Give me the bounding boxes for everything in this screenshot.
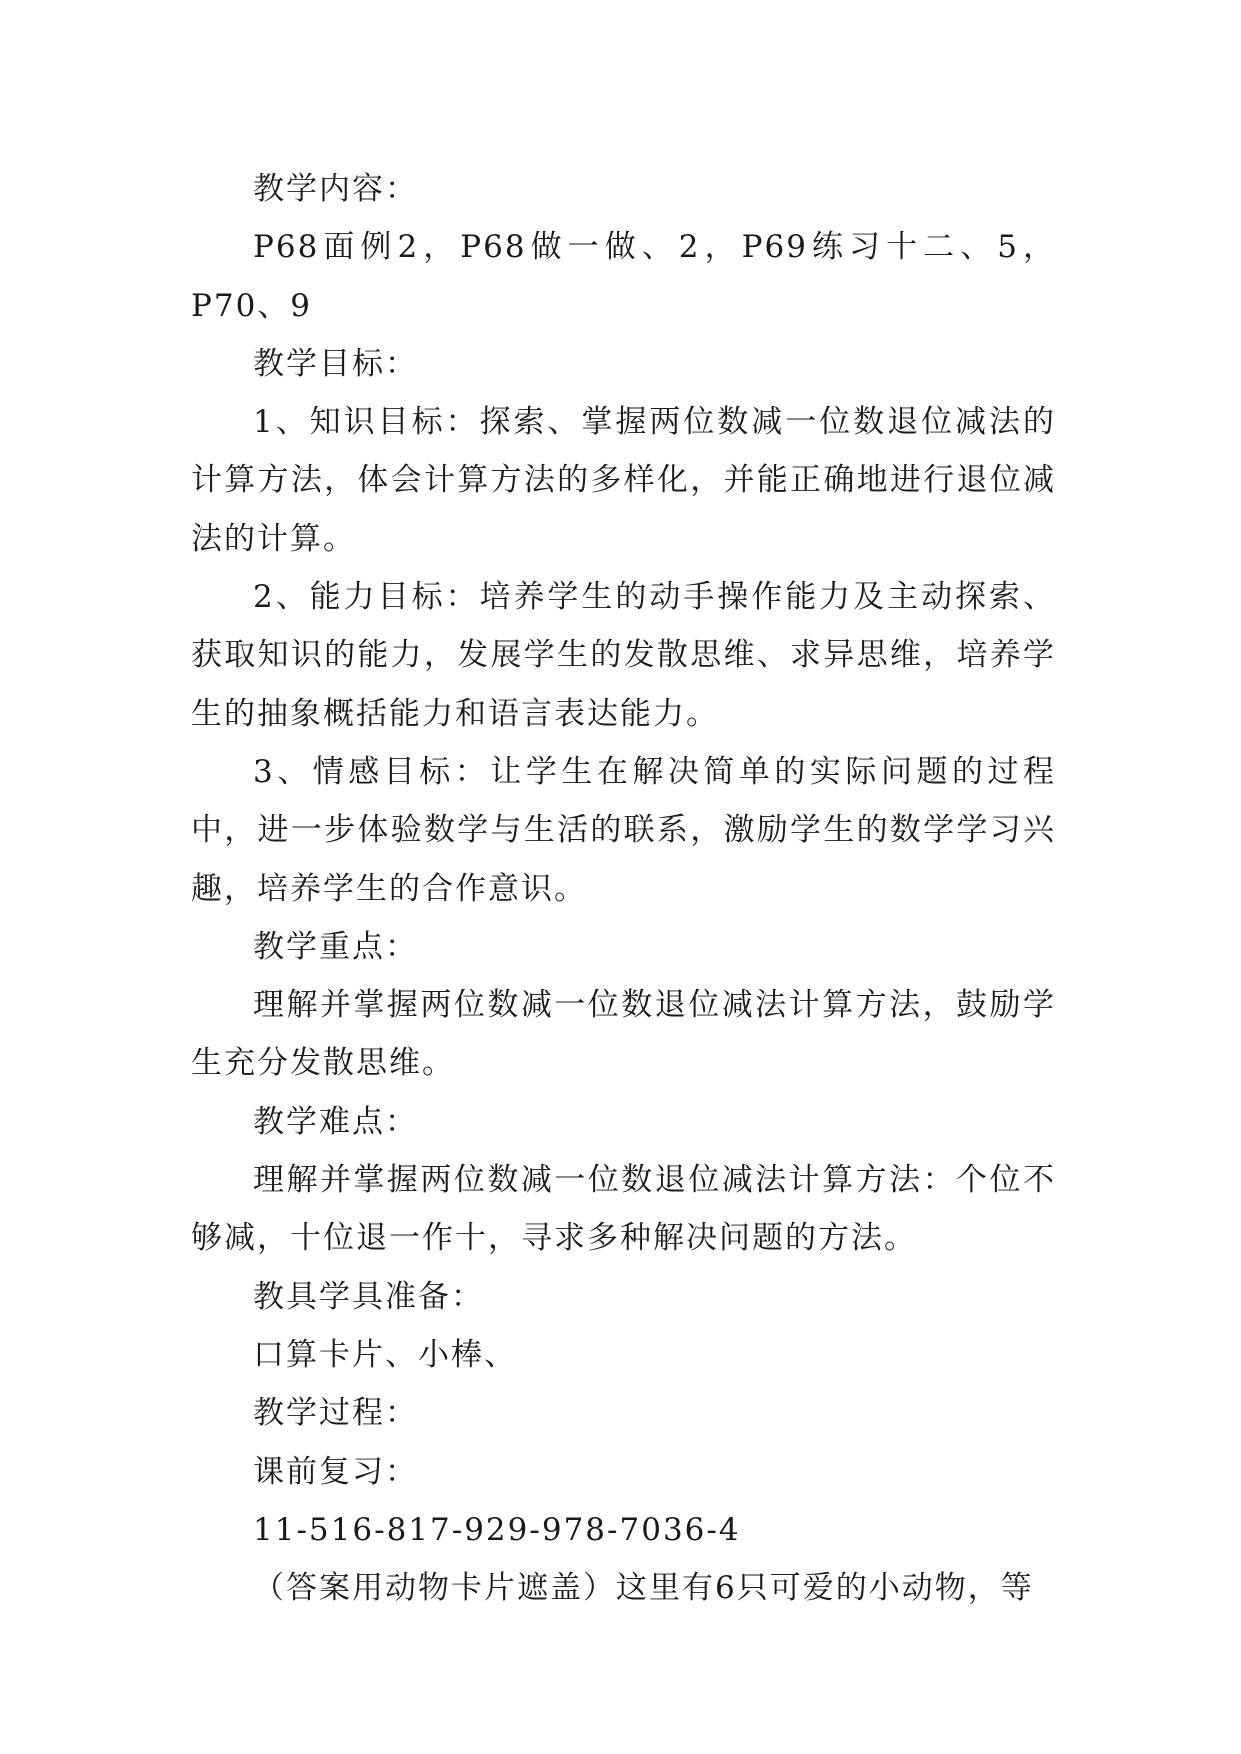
paragraph-materials-heading: 教具学具准备：	[253, 1278, 484, 1315]
paragraph-materials: 口算卡片、小棒、	[253, 1336, 517, 1373]
paragraph-difficulties: 理解并掌握两位数减一位数退位减法计算方法：个位不够减，十位退一作十，寻求多种解决问题的方法。	[191, 1162, 1056, 1257]
paragraph-teaching-content: P68面例2，P68做一做、2，P69练习十二、5，P70、9	[191, 229, 1056, 324]
paragraph-key-points: 理解并掌握两位数减一位数退位减法计算方法，鼓励学生充分发散思维。	[191, 987, 1056, 1082]
paragraph-emotion-goal: 3、情感目标：让学生在解决简单的实际问题的过程中，进一步体验数学与生活的联系，激励学生的数学学习兴趣，培养学生的合作意识。	[191, 753, 1056, 907]
paragraph-knowledge-goal: 1、知识目标：探索、掌握两位数减一位数退位减法的计算方法，体会计算方法的多样化，并能正确地进行退位减法的计算。	[191, 404, 1056, 557]
paragraph-teaching-content-heading: 教学内容：	[253, 171, 418, 207]
paragraph-ability-goal: 2、能力目标：培养学生的动手操作能力及主动探索、获取知识的能力，发展学生的发散思维、求异思维，培养学生的抽象概括能力和语言表达能力。	[191, 579, 1056, 732]
paragraph-review-heading: 课前复习：	[253, 1453, 418, 1490]
paragraph-review-problems: 11-516-817-929-978-7036-4	[253, 1511, 741, 1548]
paragraph-process-heading: 教学过程：	[253, 1395, 418, 1432]
paragraph-review-intro: （答案用动物卡片遮盖）这里有6只可爱的小动物，等	[253, 1570, 1034, 1607]
paragraph-teaching-goals-heading: 教学目标：	[253, 345, 418, 382]
document-body	[191, 160, 1056, 1617]
paragraph-difficulties-heading: 教学难点：	[253, 1103, 418, 1140]
paragraph-key-points-heading: 教学重点：	[253, 928, 418, 965]
